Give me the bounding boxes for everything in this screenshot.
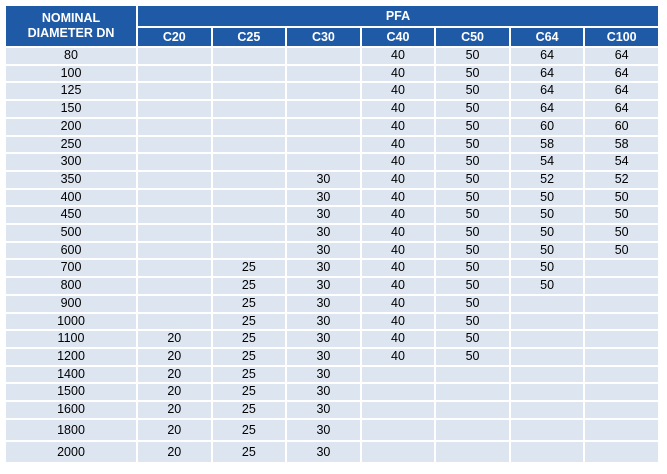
pfa-cell: 50 — [436, 83, 509, 99]
pfa-cell — [436, 442, 509, 462]
pfa-cell — [213, 66, 286, 82]
pfa-cell: 40 — [362, 66, 435, 82]
class-header-c25: C25 — [213, 28, 286, 47]
pfa-cell — [213, 154, 286, 170]
pfa-cell: 50 — [436, 137, 509, 153]
pfa-cell: 20 — [138, 442, 211, 462]
dn-cell: 600 — [6, 243, 136, 259]
table-body — [6, 48, 658, 462]
pfa-cell — [213, 207, 286, 223]
pfa-cell: 30 — [287, 331, 360, 347]
pfa-cell — [585, 402, 658, 418]
pfa-cell: 40 — [362, 190, 435, 206]
pfa-cell: 20 — [138, 367, 211, 383]
table-row — [6, 83, 658, 99]
pfa-cell: 50 — [436, 296, 509, 312]
dn-cell: 700 — [6, 260, 136, 276]
pfa-cell: 40 — [362, 243, 435, 259]
pfa-cell — [585, 278, 658, 294]
class-header-c64: C64 — [511, 28, 584, 47]
pfa-cell: 50 — [511, 243, 584, 259]
pfa-cell: 25 — [213, 442, 286, 462]
pfa-cell — [138, 278, 211, 294]
pfa-cell — [213, 137, 286, 153]
pfa-cell — [138, 260, 211, 276]
pfa-cell: 50 — [436, 243, 509, 259]
pfa-cell: 20 — [138, 420, 211, 440]
dn-cell: 1600 — [6, 402, 136, 418]
table-row — [6, 349, 658, 365]
pfa-cell: 40 — [362, 119, 435, 135]
pfa-cell: 50 — [511, 278, 584, 294]
pfa-cell: 25 — [213, 367, 286, 383]
pfa-cell — [511, 314, 584, 330]
table-row — [6, 260, 658, 276]
pfa-cell: 25 — [213, 349, 286, 365]
pfa-cell: 54 — [585, 154, 658, 170]
pfa-cell: 40 — [362, 278, 435, 294]
pfa-cell — [213, 243, 286, 259]
pfa-cell — [138, 48, 211, 64]
pfa-cell — [287, 66, 360, 82]
pfa-cell: 50 — [436, 260, 509, 276]
class-header-c40: C40 — [362, 28, 435, 47]
pfa-cell: 25 — [213, 331, 286, 347]
table-row — [6, 48, 658, 64]
pfa-cell — [213, 48, 286, 64]
pfa-cell — [213, 225, 286, 241]
dn-cell: 100 — [6, 66, 136, 82]
pfa-cell — [213, 83, 286, 99]
pfa-cell — [585, 296, 658, 312]
pfa-cell: 64 — [585, 101, 658, 117]
dn-cell: 900 — [6, 296, 136, 312]
pfa-cell — [138, 314, 211, 330]
pfa-cell — [511, 367, 584, 383]
dn-cell: 150 — [6, 101, 136, 117]
pfa-cell — [585, 331, 658, 347]
pfa-cell — [138, 207, 211, 223]
pfa-cell — [362, 420, 435, 440]
table-row — [6, 384, 658, 400]
pfa-cell: 25 — [213, 402, 286, 418]
table-row — [6, 190, 658, 206]
pfa-cell: 30 — [287, 420, 360, 440]
nominal-diameter-header-line2: DIAMETER DN — [27, 26, 115, 40]
pfa-cell: 30 — [287, 296, 360, 312]
class-header-c30: C30 — [287, 28, 360, 47]
pfa-cell: 25 — [213, 384, 286, 400]
class-header-c100: C100 — [585, 28, 658, 47]
pfa-cell — [362, 442, 435, 462]
class-header-c50: C50 — [436, 28, 509, 47]
pfa-cell: 50 — [436, 190, 509, 206]
pfa-cell: 50 — [585, 207, 658, 223]
pfa-cell: 30 — [287, 225, 360, 241]
pfa-cell: 50 — [436, 119, 509, 135]
pfa-cell — [436, 384, 509, 400]
pfa-cell — [585, 314, 658, 330]
pfa-cell: 30 — [287, 402, 360, 418]
pfa-cell: 40 — [362, 260, 435, 276]
pfa-cell — [511, 420, 584, 440]
table-row — [6, 243, 658, 259]
pfa-group-header: PFA — [138, 6, 658, 26]
pfa-table-container — [4, 4, 660, 464]
pfa-cell — [585, 260, 658, 276]
pfa-cell: 50 — [511, 260, 584, 276]
pfa-cell: 50 — [585, 243, 658, 259]
table-row — [6, 314, 658, 330]
pfa-cell — [213, 190, 286, 206]
table-row — [6, 154, 658, 170]
pfa-cell: 60 — [585, 119, 658, 135]
pfa-cell: 50 — [436, 349, 509, 365]
pfa-cell: 40 — [362, 314, 435, 330]
pfa-cell — [138, 243, 211, 259]
dn-cell: 1100 — [6, 331, 136, 347]
pfa-cell: 40 — [362, 154, 435, 170]
dn-cell: 2000 — [6, 442, 136, 462]
pfa-cell — [287, 137, 360, 153]
pfa-cell — [511, 349, 584, 365]
pfa-cell: 40 — [362, 296, 435, 312]
pfa-cell: 30 — [287, 314, 360, 330]
pfa-cell: 30 — [287, 278, 360, 294]
pfa-cell — [138, 101, 211, 117]
nominal-diameter-header-line1: NOMINAL — [41, 11, 101, 25]
dn-cell: 450 — [6, 207, 136, 223]
pfa-cell — [287, 119, 360, 135]
pfa-cell — [362, 402, 435, 418]
table-row — [6, 119, 658, 135]
pfa-cell: 40 — [362, 331, 435, 347]
pfa-cell: 20 — [138, 349, 211, 365]
pfa-cell: 30 — [287, 442, 360, 462]
table-row — [6, 296, 658, 312]
pfa-cell: 25 — [213, 260, 286, 276]
pfa-cell: 64 — [511, 66, 584, 82]
pfa-cell: 30 — [287, 243, 360, 259]
pfa-cell — [287, 48, 360, 64]
pfa-cell: 40 — [362, 101, 435, 117]
pfa-cell: 25 — [213, 296, 286, 312]
pfa-cell: 64 — [585, 48, 658, 64]
pfa-cell: 40 — [362, 48, 435, 64]
dn-cell: 1500 — [6, 384, 136, 400]
pfa-cell — [213, 119, 286, 135]
dn-cell: 800 — [6, 278, 136, 294]
pfa-cell: 64 — [511, 83, 584, 99]
table-row — [6, 278, 658, 294]
table-row — [6, 367, 658, 383]
pfa-cell — [287, 154, 360, 170]
dn-cell: 80 — [6, 48, 136, 64]
table-row — [6, 420, 658, 440]
pfa-cell: 50 — [436, 314, 509, 330]
pfa-cell: 30 — [287, 207, 360, 223]
pfa-cell: 25 — [213, 314, 286, 330]
pfa-cell — [138, 66, 211, 82]
pfa-cell: 50 — [585, 225, 658, 241]
header-row-group — [6, 6, 658, 26]
pfa-cell: 40 — [362, 137, 435, 153]
pfa-cell: 52 — [585, 172, 658, 188]
pfa-cell: 30 — [287, 349, 360, 365]
pfa-cell: 58 — [585, 137, 658, 153]
pfa-cell: 40 — [362, 83, 435, 99]
dn-cell: 350 — [6, 172, 136, 188]
pfa-cell — [287, 101, 360, 117]
dn-cell: 200 — [6, 119, 136, 135]
pfa-cell: 64 — [585, 83, 658, 99]
pfa-cell: 50 — [511, 190, 584, 206]
pfa-cell — [287, 83, 360, 99]
pfa-cell — [213, 172, 286, 188]
pfa-cell: 20 — [138, 384, 211, 400]
pfa-cell — [436, 367, 509, 383]
pfa-cell: 25 — [213, 278, 286, 294]
pfa-cell: 40 — [362, 349, 435, 365]
pfa-cell: 50 — [585, 190, 658, 206]
pfa-cell: 50 — [511, 225, 584, 241]
pfa-cell: 30 — [287, 367, 360, 383]
nominal-diameter-header — [6, 6, 136, 46]
pfa-cell: 25 — [213, 420, 286, 440]
pfa-cell — [138, 137, 211, 153]
class-header-c20: C20 — [138, 28, 211, 47]
pfa-cell: 60 — [511, 119, 584, 135]
pfa-cell — [138, 154, 211, 170]
pfa-cell — [138, 296, 211, 312]
pfa-cell — [362, 367, 435, 383]
dn-cell: 1400 — [6, 367, 136, 383]
pfa-cell — [138, 190, 211, 206]
pfa-cell — [138, 83, 211, 99]
pfa-cell: 30 — [287, 384, 360, 400]
table-row — [6, 207, 658, 223]
pfa-cell: 50 — [436, 66, 509, 82]
pfa-cell — [585, 367, 658, 383]
pfa-cell: 50 — [436, 207, 509, 223]
pfa-cell: 30 — [287, 172, 360, 188]
pfa-cell: 64 — [511, 48, 584, 64]
pfa-cell: 20 — [138, 331, 211, 347]
table-row — [6, 402, 658, 418]
pfa-cell: 52 — [511, 172, 584, 188]
pfa-cell: 30 — [287, 190, 360, 206]
pfa-cell — [511, 331, 584, 347]
table-row — [6, 137, 658, 153]
dn-cell: 125 — [6, 83, 136, 99]
pfa-cell: 50 — [436, 154, 509, 170]
pfa-table — [4, 4, 660, 464]
pfa-cell: 50 — [436, 331, 509, 347]
table-row — [6, 101, 658, 117]
pfa-cell — [585, 349, 658, 365]
pfa-cell: 40 — [362, 225, 435, 241]
pfa-cell: 50 — [436, 101, 509, 117]
pfa-cell: 40 — [362, 172, 435, 188]
pfa-cell — [585, 384, 658, 400]
pfa-cell: 64 — [585, 66, 658, 82]
pfa-cell: 54 — [511, 154, 584, 170]
pfa-cell — [511, 402, 584, 418]
dn-cell: 400 — [6, 190, 136, 206]
pfa-cell — [436, 402, 509, 418]
dn-cell: 1200 — [6, 349, 136, 365]
dn-cell: 300 — [6, 154, 136, 170]
pfa-cell — [362, 384, 435, 400]
pfa-cell — [585, 420, 658, 440]
table-row — [6, 172, 658, 188]
table-row — [6, 225, 658, 241]
pfa-cell — [511, 384, 584, 400]
table-row — [6, 442, 658, 462]
table-row — [6, 66, 658, 82]
pfa-cell — [213, 101, 286, 117]
dn-cell: 500 — [6, 225, 136, 241]
pfa-cell: 50 — [436, 48, 509, 64]
pfa-cell: 40 — [362, 207, 435, 223]
pfa-cell — [585, 442, 658, 462]
dn-cell: 250 — [6, 137, 136, 153]
table-row — [6, 331, 658, 347]
pfa-cell: 58 — [511, 137, 584, 153]
dn-cell: 1800 — [6, 420, 136, 440]
pfa-cell: 64 — [511, 101, 584, 117]
pfa-cell: 50 — [436, 278, 509, 294]
pfa-cell: 30 — [287, 260, 360, 276]
pfa-cell: 50 — [436, 172, 509, 188]
pfa-cell — [511, 296, 584, 312]
pfa-cell — [436, 420, 509, 440]
pfa-cell — [511, 442, 584, 462]
pfa-cell: 20 — [138, 402, 211, 418]
pfa-cell: 50 — [511, 207, 584, 223]
pfa-cell — [138, 119, 211, 135]
dn-cell: 1000 — [6, 314, 136, 330]
pfa-cell — [138, 172, 211, 188]
pfa-cell: 50 — [436, 225, 509, 241]
pfa-cell — [138, 225, 211, 241]
